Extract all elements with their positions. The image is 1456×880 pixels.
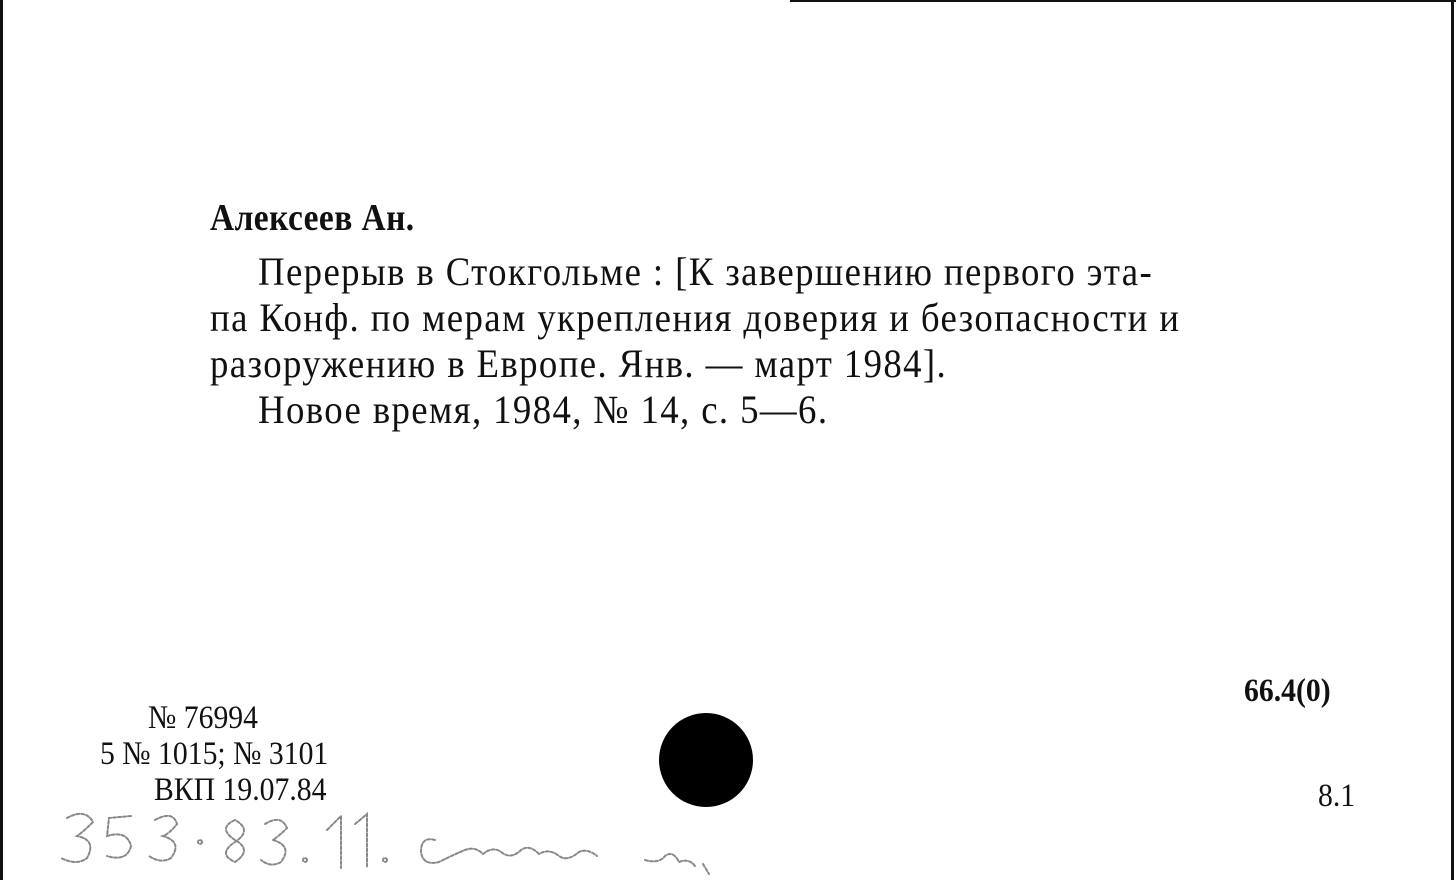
card-number: № 76994	[148, 700, 259, 736]
copy-numbers: 5 № 1015; № 3101	[100, 736, 329, 772]
card-top-edge	[790, 0, 1456, 2]
classification-code: 66.4(0)	[1244, 673, 1331, 709]
punch-hole	[659, 713, 753, 807]
card-right-edge	[1451, 0, 1454, 880]
title-line-1: Перерыв в Стокгольме : [К завершению первого эта-	[258, 249, 1154, 294]
author-name: Алексеев Ан.	[210, 197, 415, 239]
publication-record: ВКП 19.07.84	[154, 772, 327, 808]
title-line-3: разоружению в Европе. Янв. — март 1984].	[210, 341, 948, 386]
card-left-edge	[0, 0, 3, 880]
index-code: 8.1	[1318, 778, 1356, 814]
handwritten-note	[55, 800, 715, 880]
title-line-2: па Конф. по мерам укрепления доверия и безопасности и	[210, 295, 1181, 340]
source-line: Новое время, 1984, № 14, с. 5—6.	[258, 387, 829, 432]
